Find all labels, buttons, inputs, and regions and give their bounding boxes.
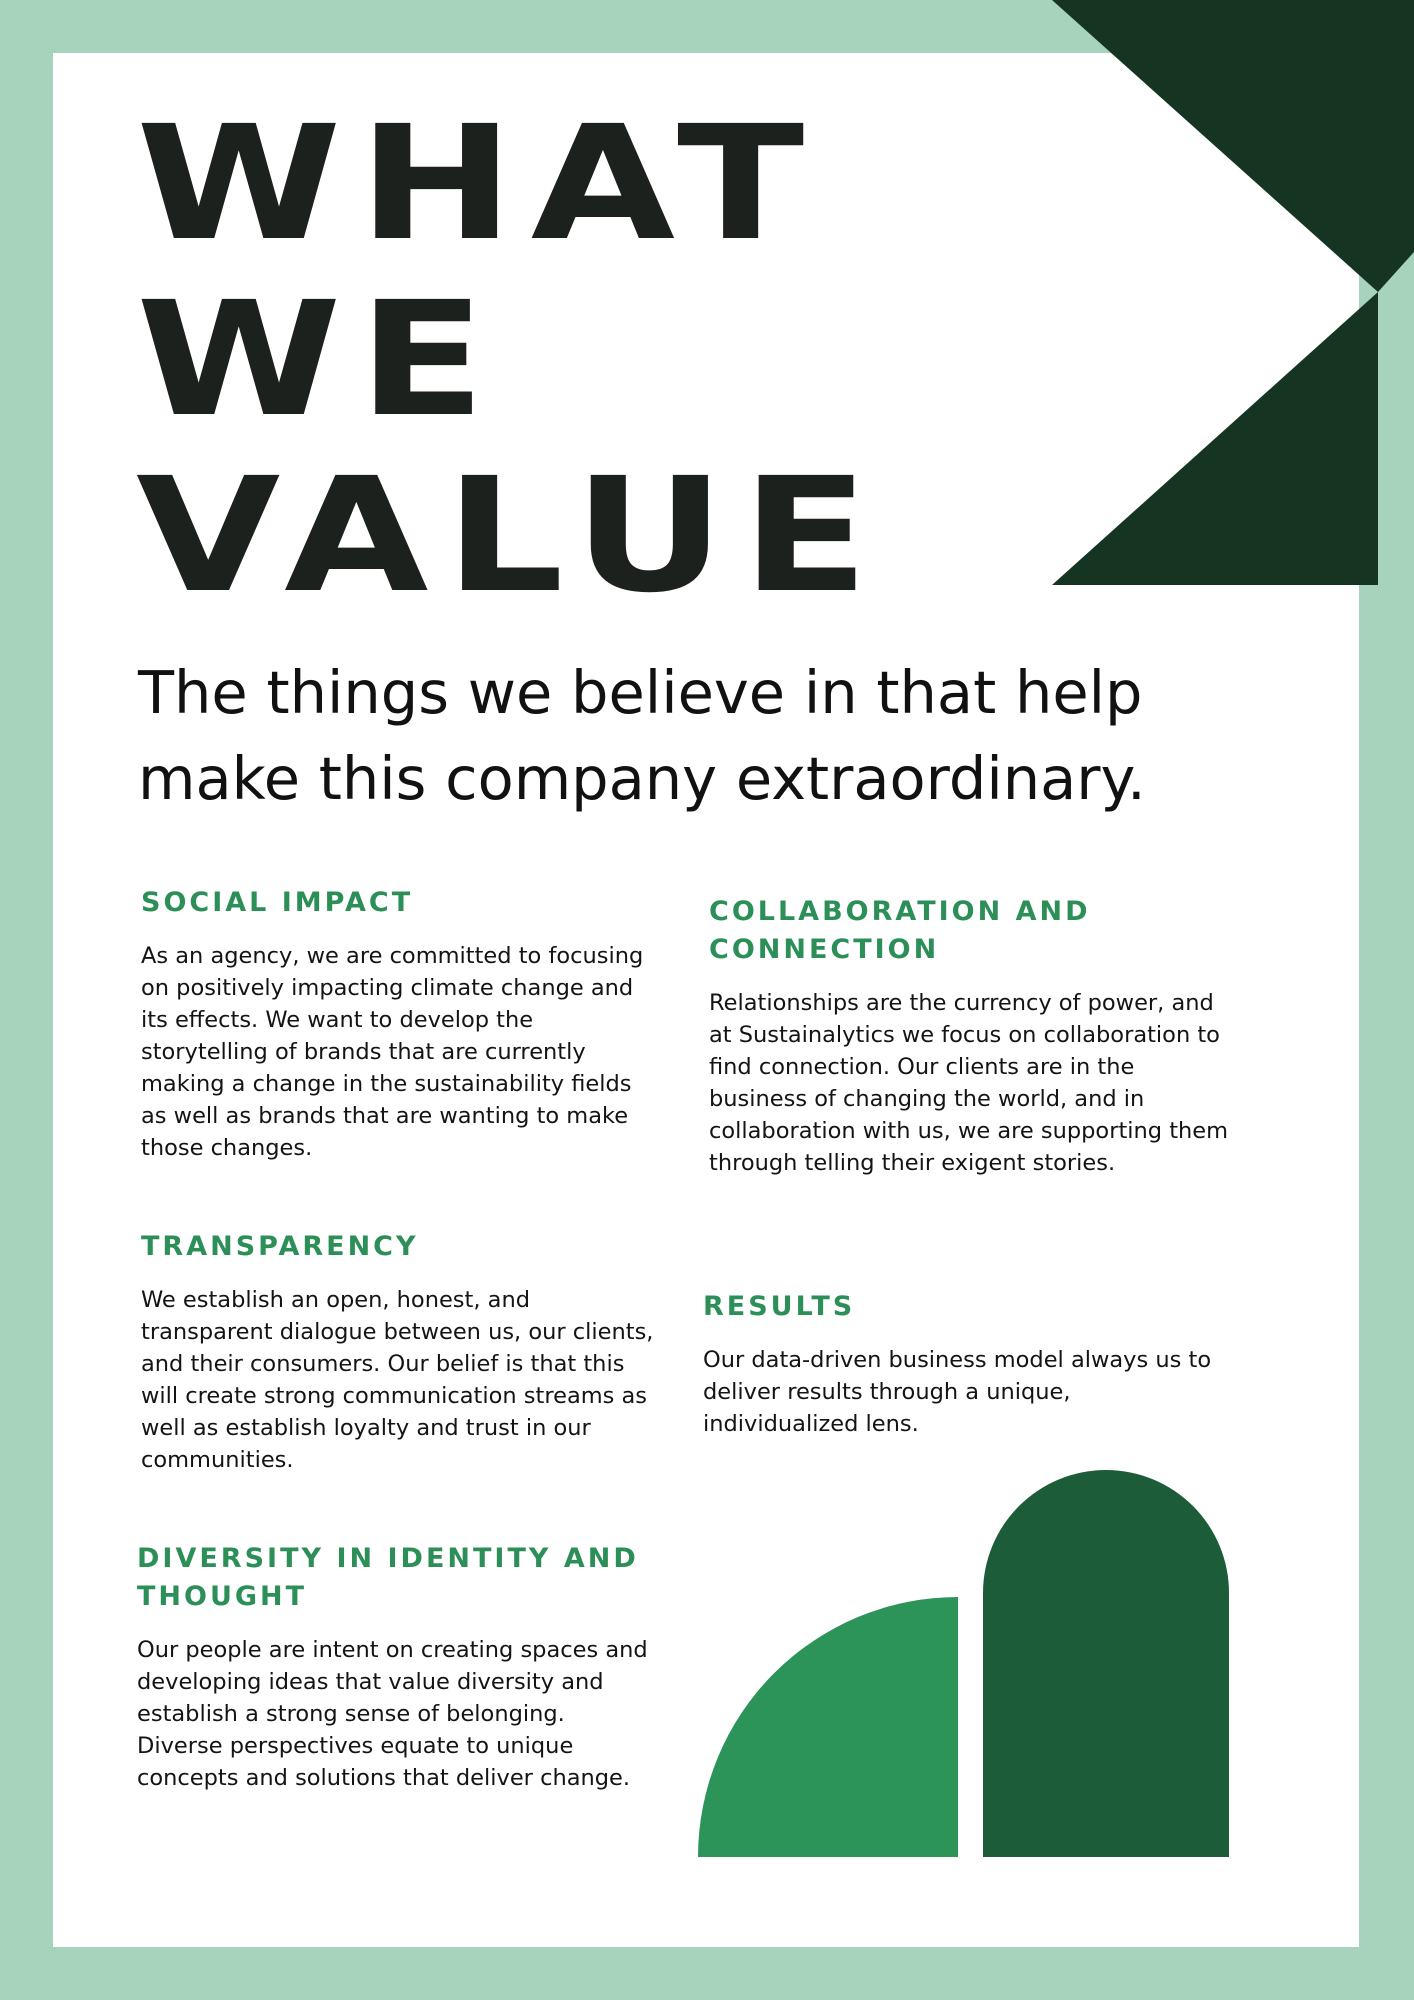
value-heading: TRANSPARENCY <box>141 1231 419 1262</box>
value-transparency <box>141 1228 661 1476</box>
value-collaboration <box>709 893 1229 1179</box>
value-body: As an agency, we are committed to focusing on positively impacting climate change and its effects. We want to develop the storytelling of brands that are currently making a change in the sustainability fields as well as brands that are wanting to make those changes. <box>141 943 644 1161</box>
value-results <box>703 1288 1223 1440</box>
value-body: Our people are intent on creating spaces and developing ideas that value diversity and establish a strong sense of belonging. Diverse perspectives equate to unique concepts and solutions that deliver change. <box>137 1637 648 1791</box>
value-heading: SOCIAL IMPACT <box>141 887 414 918</box>
page-title <box>136 92 886 628</box>
value-social-impact <box>141 884 661 1164</box>
page-subtitle: The things we believe in that help make this company extraordinary. <box>138 658 1146 813</box>
title-line-value: VALUE <box>136 444 886 628</box>
value-heading: DIVERSITY IN IDENTITY AND THOUGHT <box>137 1543 639 1612</box>
value-heading: RESULTS <box>703 1291 856 1322</box>
value-body: Our data-driven business model always us to deliver results through a unique, individualized lens. <box>703 1347 1212 1437</box>
title-line-we: WE <box>136 268 503 452</box>
value-diversity <box>137 1540 657 1794</box>
value-heading: COLLABORATION AND CONNECTION <box>709 896 1091 965</box>
title-line-what: WHAT <box>136 92 821 276</box>
value-body: Relationships are the currency of power, and at Sustainalytics we focus on collaboration to find connection. Our clients are in the business of changing the world, and in collaboration with us, we are supporting them through telling their exigent stories. <box>709 990 1229 1176</box>
value-body: We establish an open, honest, and transparent dialogue between us, our clients, and their consumers. Our belief is that this will create strong communication streams as well as establish loyalty and trust in our communities. <box>141 1287 654 1473</box>
